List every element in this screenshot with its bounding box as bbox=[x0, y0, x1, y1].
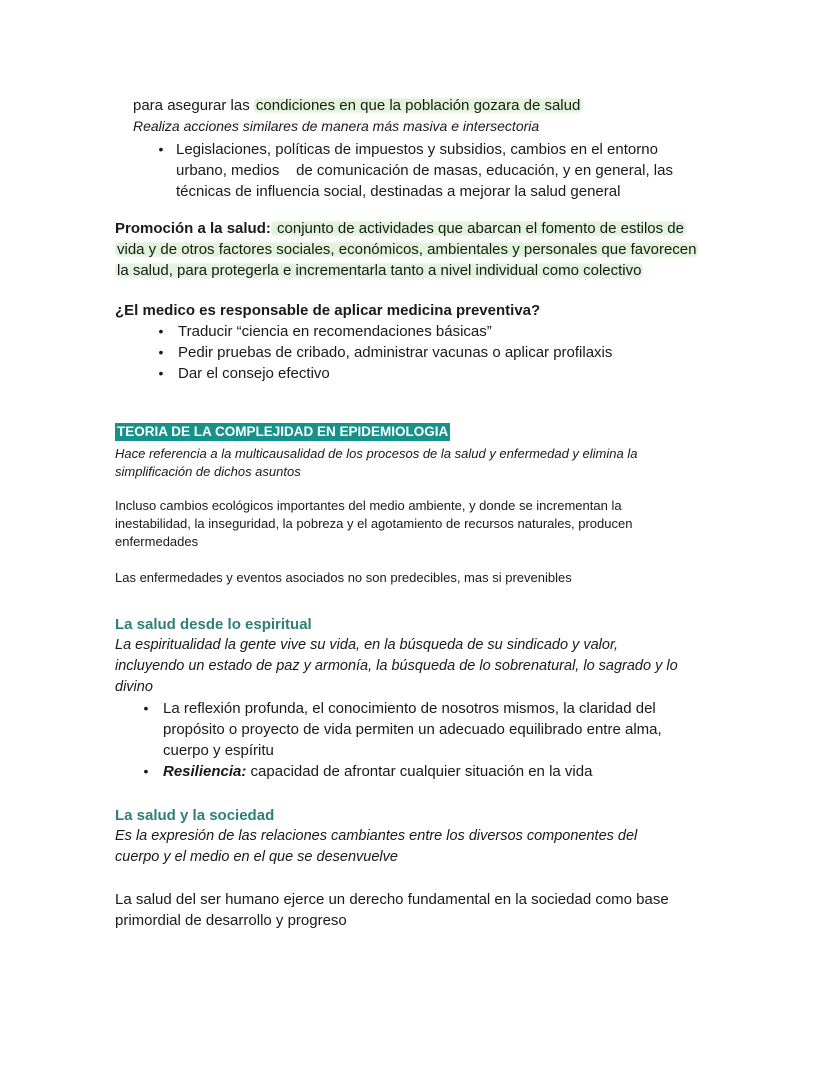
list-item bbox=[155, 363, 828, 384]
section-heading: La salud y la sociedad bbox=[115, 807, 275, 824]
teoria-paragraph-line: enfermedades bbox=[115, 534, 199, 549]
bullet-icon: • bbox=[158, 141, 164, 157]
intro-line bbox=[133, 95, 828, 116]
teoria-section bbox=[115, 423, 828, 587]
highlighted-text: conjunto de actividades que abarcan el fomento de estilos de bbox=[272, 220, 684, 237]
list-item-line: Legislaciones, políticas de impuestos y subsidios, cambios en el entorno bbox=[176, 141, 658, 158]
list-item-text: Dar el consejo efectivo bbox=[178, 365, 330, 382]
sociedad-paragraph-line: La salud del ser humano ejerce un derecho fundamental en la sociedad como base bbox=[115, 891, 669, 908]
list-item-text: Pedir pruebas de cribado, administrar vacunas o aplicar profilaxis bbox=[178, 344, 613, 361]
list-item bbox=[140, 761, 828, 782]
resiliencia-label: Resiliencia: bbox=[163, 763, 247, 780]
highlighted-text: la salud, para protegerla e incrementarla tanto a nivel individual como colectivo bbox=[117, 262, 642, 279]
promocion-section bbox=[115, 218, 828, 281]
question-heading: ¿El medico es responsable de aplicar medicina preventiva? bbox=[115, 302, 541, 319]
list-item bbox=[155, 139, 828, 202]
highlighted-text: vida y de otros factores sociales, económicos, ambientales y personales que favorecen bbox=[117, 241, 697, 258]
espiritual-section bbox=[115, 614, 828, 782]
list-item-line: La reflexión profunda, el conocimiento de nosotros mismos, la claridad del bbox=[163, 700, 656, 717]
list-item bbox=[140, 698, 828, 761]
text-span: para asegurar las bbox=[133, 97, 254, 114]
espiritual-intro-line: divino bbox=[115, 679, 153, 695]
sociedad-section bbox=[115, 805, 828, 931]
list-item-line: técnicas de influencia social, destinadas a mejorar la salud general bbox=[176, 183, 621, 200]
bullet-list bbox=[140, 698, 828, 782]
medico-section bbox=[115, 300, 828, 384]
promocion-line bbox=[115, 239, 828, 260]
teoria-paragraph: Las enfermedades y eventos asociados no son predecibles, mas si prevenibles bbox=[115, 570, 572, 585]
teoria-paragraph-line: inestabilidad, la inseguridad, la pobreza y el agotamiento de recursos naturales, producen bbox=[115, 516, 633, 531]
bullet-icon: • bbox=[143, 763, 149, 779]
list-item bbox=[155, 321, 828, 342]
sociedad-intro-line: Es la expresión de las relaciones cambiantes entre los diversos componentes del bbox=[115, 828, 638, 844]
promocion-line bbox=[115, 218, 828, 239]
highlighted-text: condiciones en que la población gozara de salud bbox=[255, 97, 581, 114]
sociedad-intro-line: cuerpo y el medio en el que se desenvuelve bbox=[115, 849, 398, 865]
promocion-label: Promoción a la salud: bbox=[115, 220, 271, 237]
teoria-intro-line: simplificación de dichos asuntos bbox=[115, 464, 301, 479]
list-item-line: urbano, medios de comunicación de masas, educación, y en general, las bbox=[176, 162, 673, 179]
italic-line: Realiza acciones similares de manera más masiva e intersectoria bbox=[133, 118, 540, 134]
bullet-icon: • bbox=[158, 365, 164, 381]
bullet-list bbox=[155, 139, 828, 202]
espiritual-intro-line: La espiritualidad la gente vive su vida, en la búsqueda de su sindicado y valor, bbox=[115, 637, 618, 653]
teoria-paragraph-line: Incluso cambios ecológicos importantes del medio ambiente, y donde se incrementan la bbox=[115, 498, 622, 513]
section-heading: La salud desde lo espiritual bbox=[115, 616, 312, 633]
espiritual-intro-line: incluyendo un estado de paz y armonía, la búsqueda de lo sobrenatural, lo sagrado y lo bbox=[115, 658, 678, 674]
teoria-intro-line: Hace referencia a la multicausalidad de los procesos de la salud y enfermedad y elimina la bbox=[115, 446, 638, 461]
bullet-icon: • bbox=[158, 323, 164, 339]
list-item bbox=[155, 342, 828, 363]
top-section bbox=[133, 95, 828, 202]
bullet-icon: • bbox=[158, 344, 164, 360]
bullet-list bbox=[155, 321, 828, 384]
list-item-line: propósito o proyecto de vida permiten un adecuado equilibrado entre alma, bbox=[163, 721, 662, 738]
list-item-line: cuerpo y espíritu bbox=[163, 742, 274, 759]
list-item-text: Traducir “ciencia en recomendaciones básicas” bbox=[178, 323, 492, 340]
section-banner: TEORIA DE LA COMPLEJIDAD EN EPIDEMIOLOGIA bbox=[117, 424, 449, 439]
list-item-text: capacidad de afrontar cualquier situación en la vida bbox=[246, 763, 593, 780]
sociedad-paragraph-line: primordial de desarrollo y progreso bbox=[115, 912, 347, 929]
bullet-icon: • bbox=[143, 700, 149, 716]
promocion-line bbox=[115, 260, 828, 281]
